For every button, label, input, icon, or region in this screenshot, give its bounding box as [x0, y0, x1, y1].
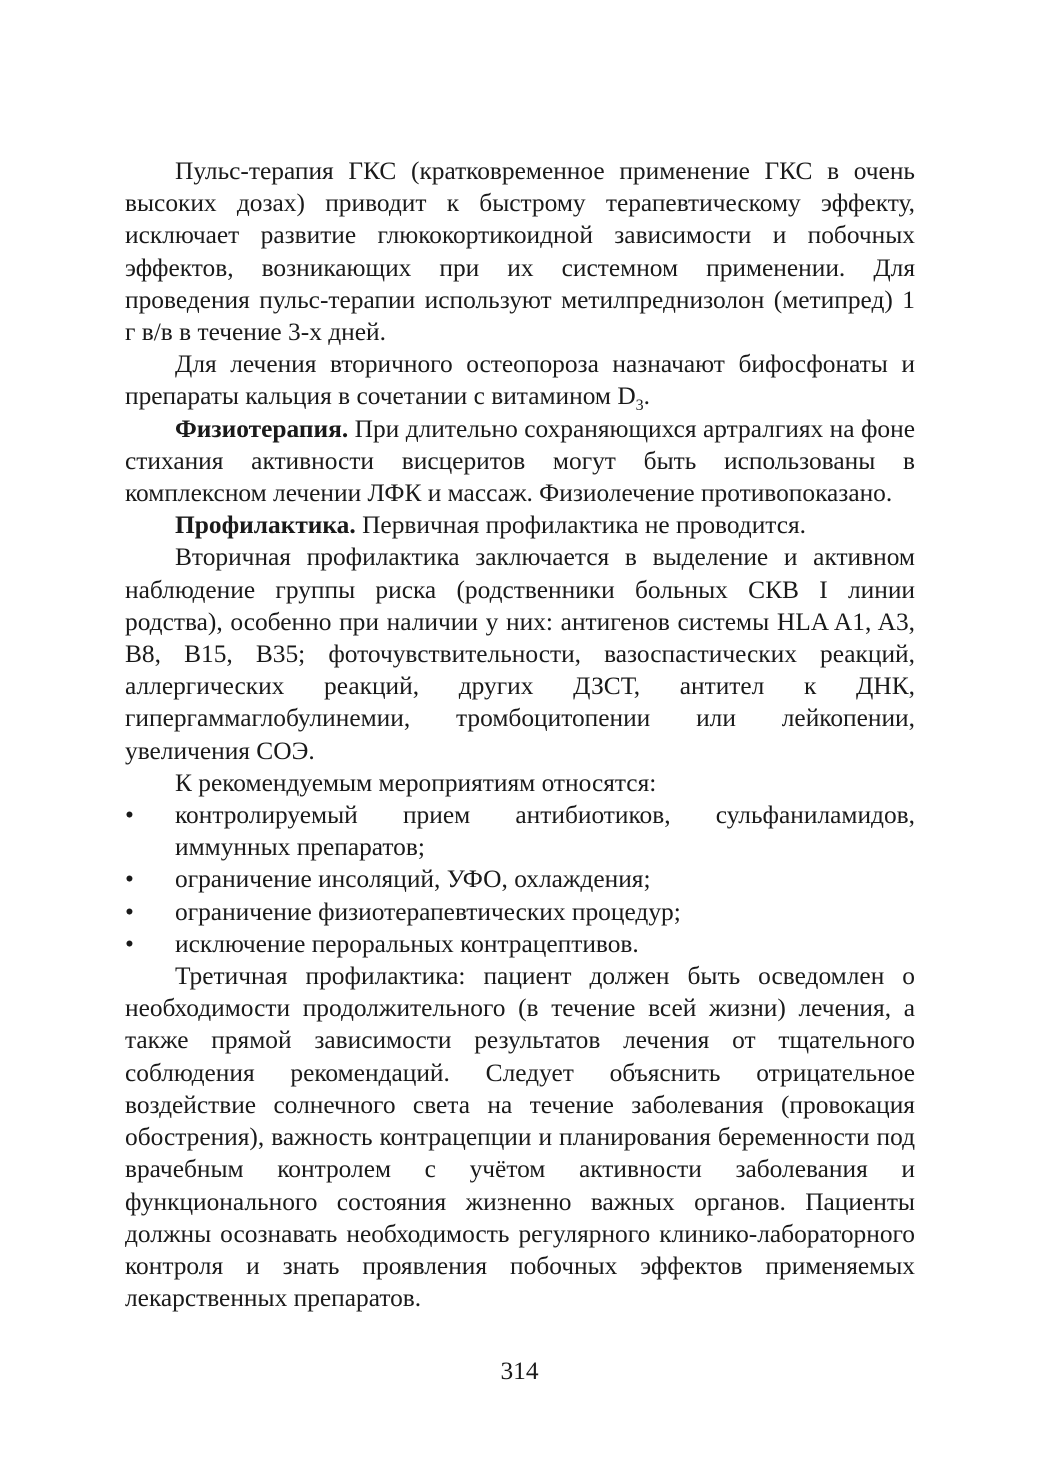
list-item — [125, 928, 915, 960]
list-item-text: ограничение физиотерапевтических процедур; — [175, 897, 681, 926]
paragraph-measures-intro: К рекомендуемым мероприятиям относятся: — [175, 768, 657, 797]
paragraph-secondary-prevention: Вторичная профилактика заключается в выделение и активном наблюдение группы риска (родственники больных СКВ I линии родства), особенно при наличии у них: антигенов системы HLA A1, A3, B8, B15, B35; фоточувствительности, вазоспастических реакций, аллергических реакций, других ДЗСТ, антител к ДНК, гипергаммаглобулинемии, тромбоцитопении или лейкопении, увеличения СОЭ. — [125, 543, 915, 765]
paragraph-tertiary-prevention: Третичная профилактика: пациент должен быть осведомлен о необходимости продолжительного (в течение всей жизни) лечения, а также прямой зависимости результатов лечения от тщательного соблюдения рекомендаций. Следует объяснить отрицательное воздействие солнечного света на течение заболевания (провокация обострения), важность контрацепции и планирования беременности под врачебным контролем с учётом активности заболевания и функционального состояния жизненно важных органов. Пациенты должны осознавать необходимость регулярного клинико-лабораторного контроля и знать проявления побочных эффектов применяемых лекарственных препаратов. — [125, 962, 915, 1313]
bullet-icon: • — [125, 801, 134, 830]
list-item — [125, 799, 915, 863]
prevention-text: Первичная профилактика не проводится. — [355, 511, 806, 540]
paragraph-physiotherapy — [125, 413, 915, 510]
list-item-text: ограничение инсоляций, УФО, охлаждения; — [175, 865, 651, 894]
page-number: 314 — [500, 1357, 539, 1385]
prevention-heading: Профилактика. — [175, 511, 356, 540]
list-item — [125, 896, 915, 928]
paragraph-osteoporosis — [125, 348, 915, 415]
list-item-text: исключение пероральных контрацептивов. — [175, 929, 639, 958]
bullet-icon: • — [125, 897, 134, 926]
physiotherapy-heading: Физиотерапия. — [175, 414, 349, 443]
osteoporosis-text: Для лечения вторичного остеопороза назначают бифосфонаты и препараты кальция в сочетании с витамином D — [125, 350, 915, 411]
physiotherapy-text: При длительно сохраняющихся артралгиях на фоне стихания активности висцеритов могут быть использованы в комплексном лечении ЛФК и массаж. Физиолечение противопоказано. — [125, 414, 915, 508]
page-body — [125, 155, 915, 1314]
bullet-icon: • — [125, 929, 134, 958]
paragraph-prevention — [125, 509, 915, 541]
list-item — [125, 863, 915, 895]
osteoporosis-end: . — [643, 382, 651, 411]
bullet-icon: • — [125, 865, 134, 894]
list-item-text: контролируемый прием антибиотиков, сульфаниламидов, иммунных препаратов; — [175, 801, 915, 862]
paragraph-pulse-therapy: Пульс-терапия ГКС (кратковременное применение ГКС в очень высоких дозах) приводит к быстрому терапевтическому эффекту, исключает развитие глюкокортикоидной зависимости и побочных эффектов, возникающих при их системном применении. Для проведения пульс-терапии используют метилпреднизолон (метипред) 1 г в/в в течение 3-х дней. — [125, 157, 915, 347]
vitamin-subscript: 3 — [635, 397, 644, 415]
measures-list — [125, 799, 915, 960]
